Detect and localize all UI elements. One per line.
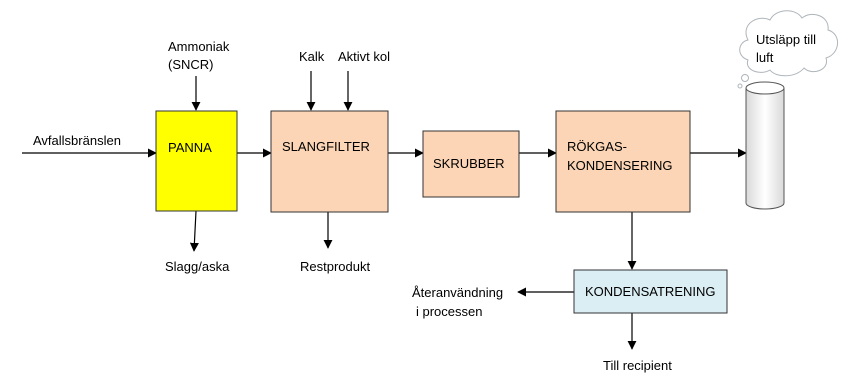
- stack-icon: [746, 82, 784, 209]
- carbon-label: Aktivt kol: [338, 49, 391, 64]
- bag-filter-box: [271, 111, 388, 212]
- lime-label: Kalk: [299, 49, 325, 64]
- condensate-cleaning-label: KONDENSATRENING: [585, 284, 716, 299]
- ammonia-label-line2: (SNCR): [168, 57, 214, 72]
- scrubber-label: SKRUBBER: [433, 156, 505, 171]
- fuel-label: Avfallsbränslen: [33, 133, 121, 148]
- condenser-label-line2: KONDENSERING: [567, 158, 673, 173]
- emission-label-line1: Utsläpp till: [756, 32, 816, 47]
- emission-label-line2: luft: [756, 50, 774, 65]
- bag-filter-label: SLANGFILTER: [282, 139, 370, 154]
- boiler-box: [156, 111, 237, 211]
- reuse-label-line1: Återanvändning: [412, 285, 504, 300]
- residue-label: Restprodukt: [300, 259, 371, 274]
- slag-arrow: [194, 211, 196, 251]
- ammonia-label-line1: Ammoniak: [168, 39, 230, 54]
- recipient-label: Till recipient: [603, 358, 672, 373]
- slag-label: Slagg/aska: [165, 259, 230, 274]
- condenser-label-line1: RÖKGAS-: [567, 139, 627, 154]
- cloud-icon: [738, 11, 838, 88]
- boiler-label: PANNA: [168, 140, 212, 155]
- reuse-label-line2: i processen: [416, 304, 483, 319]
